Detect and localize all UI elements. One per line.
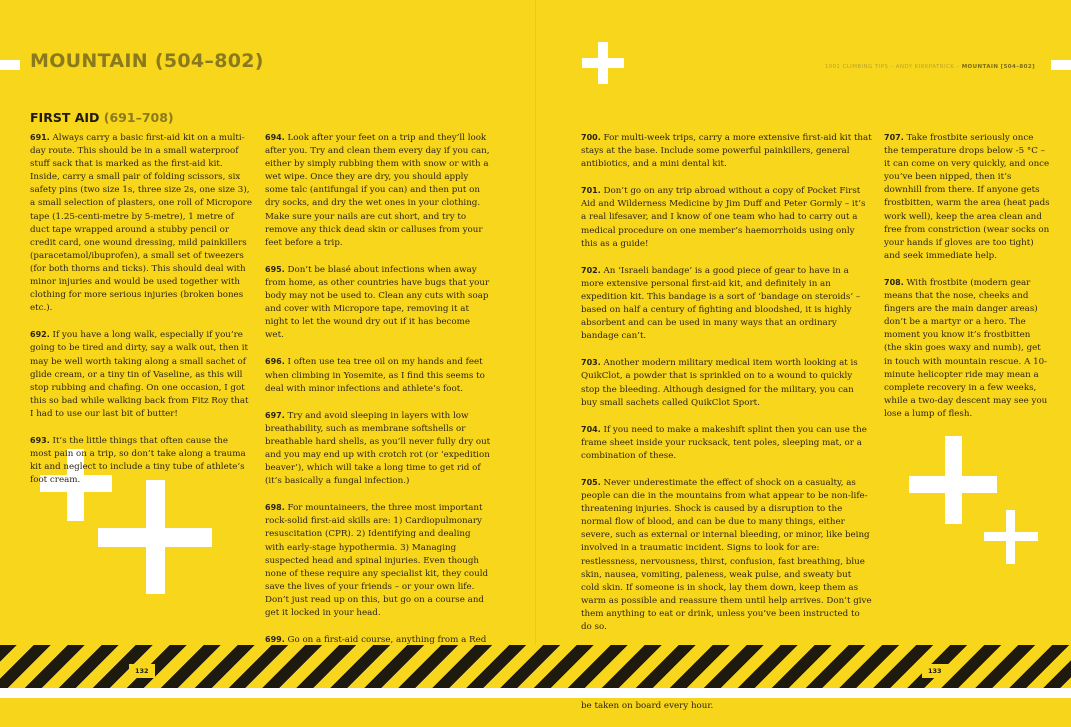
hazard-stripe-band	[0, 645, 1071, 688]
tip-paragraph	[30, 131, 252, 315]
tip-number: 705.	[581, 477, 601, 487]
sub-heading-label: FIRST AID	[30, 110, 100, 125]
tip-paragraph	[581, 264, 872, 344]
text-column-3	[581, 131, 872, 727]
tip-number: 704.	[581, 424, 601, 434]
section-title: MOUNTAIN (504–802)	[30, 50, 264, 72]
tip-text: Another modern military medical item worth looking at is QuikClot, a powder that is sprinkled on to a wound to quickly stop the bleeding. Although designed for the military, you can buy small sachets called QuikClot Sport.	[581, 358, 858, 408]
tip-text: Always carry a basic first-aid kit on a multi-day route. This should be in a small waterproof stuff sack that is marked as the first-aid kit. Inside, carry a small pair of folding scissors, six safety pins (two size 1s, three size 2s, one size 3), a small selection of plasters, one roll of Micropore tape (1.25-centi-metre by 5-metre), 1 metre of duct tape wrapped around a stubby pencil or credit card, one wound dressing, mild painkillers (paracetamol/ibuprofen), a small set of tweezers (for both thorns and ticks). This should deal with minor injuries and would be used together with clothing for more serious injuries (broken bones etc.).	[30, 133, 252, 314]
page-gutter	[535, 0, 536, 698]
plus-icon	[984, 510, 1038, 564]
tip-paragraph	[30, 328, 252, 421]
tip-text: Take frostbite seriously once the temperature drops below -5 °C – it can come on very quickly, and once you’ve been nipped, then it’s downhill from there. If anyone gets frostbitten, warm the area (heat pads work well), keep the area clean and free from constriction (wear socks on your hands if gloves are too tight) and seek immediate help.	[884, 133, 1050, 261]
tip-text: Look after your feet on a trip and they’ll look after you. Try and clean them every day if you can, either by simply rubbing them with snow or with a wet wipe. Once they are dry, you should apply some talc (antifungal if you can) and then put on dry socks, and dry the wet ones in your clothing. Make sure your nails are cut short, and try to remove any thick dead skin or calluses from your feet before a trip.	[265, 133, 490, 248]
tip-paragraph	[265, 409, 491, 489]
tip-paragraph	[884, 276, 1050, 421]
tip-text: Try and avoid sleeping in layers with low breathability, such as membrane softshells or breathable hard shells, as you’ll never fully dry out and you may end up with crotch rot (or ‘expedition beaver’), which will take a long time to get rid of (it’s basically a fungal infection.)	[265, 410, 491, 487]
page-number-left: 132	[129, 664, 155, 678]
tip-text: For mountaineers, the three most important rock-solid first-aid skills are: 1) Cardiopulmonary resuscitation (CPR). 2) Identifying and dealing with early-stage hypothermia. 3) Managing suspected head and spinal injuries. Even though none of these require any specialist kit, they could save the lives of your friends – or your own life. Don’t just read up on this, but go on a course and get it locked in your head.	[265, 503, 489, 618]
tip-number: 701.	[581, 186, 601, 196]
tip-text: If you have a long walk, especially if you’re going to be tired and dirty, say a walk out, then it may be well worth taking along a small sachet of glide cream, or a tiny tin of Vaseline, as this will stop rubbing and chafing. On one occasion, I got this so bad while walking back from Fitz Roy that I had to use our last bit of butter!	[30, 330, 249, 419]
tip-text: Never underestimate the effect of shock on a casualty, as people can die in the mountains from what appear to be non-life-threatening injuries. Shock is caused by a disruption to the normal flow of blood, and can be due to many things, either severe, such as external or internal bleeding, or minor, like being involved in a traumatic incident. Signs to look for are: restlessness, nervousness, thirst, confusion, fast breathing, blue skin, nausea, vomiting, paleness, weak pulse, and sweaty but cold skin. If someone is in shock, lay them down, keep them as warm as possible and reassure them until help arrives. Don’t give them anything to eat or drink, unless you’ve been instructed to do so.	[581, 477, 872, 632]
tip-number: 699.	[265, 635, 285, 645]
tip-number: 707.	[884, 133, 904, 142]
tip-paragraph	[581, 131, 872, 171]
plus-icon	[582, 42, 624, 84]
tip-number: 698.	[265, 503, 285, 513]
text-column-4	[884, 131, 1050, 434]
tip-paragraph	[884, 131, 1050, 263]
sub-heading-range: (691–708)	[103, 110, 174, 125]
tip-number: 708.	[884, 277, 904, 287]
left-edge-bar	[0, 60, 20, 70]
tip-number: 693.	[30, 435, 50, 445]
tip-text: An ‘Israeli bandage’ is a good piece of gear to have in a more extensive personal first-aid kit, and definitely in an expedition kit. This bandage is a sort of ‘bandage on steroids’ – based on half a century of fighting and bloodshed, it is highly absorbent and can be used in many ways that an ordinary bandage can’t.	[581, 265, 861, 342]
tip-paragraph	[581, 184, 872, 250]
tip-number: 694.	[265, 133, 285, 142]
tip-paragraph	[581, 423, 872, 463]
tip-number: 703.	[581, 358, 601, 368]
tip-number: 700.	[581, 133, 601, 142]
tip-text: I often use tea tree oil on my hands and feet when climbing in Yosemite, as I find this seems to deal with minor infections and athlete’s foot.	[265, 357, 485, 394]
tip-text: Go on a first-aid course, anything from a Red	[287, 635, 487, 646]
tip-number: 692.	[30, 330, 50, 340]
tip-number: 696.	[265, 357, 285, 367]
tip-paragraph	[581, 356, 872, 409]
tip-text: If you need to make a makeshift splint then you can use the frame sheet inside your rucksack, tent poles, sleeping mat, or a combination of these.	[581, 424, 867, 461]
tip-paragraph	[265, 501, 491, 620]
running-head-section: MOUNTAIN [504–802]	[961, 64, 1035, 70]
text-column-2	[265, 131, 491, 699]
tip-text: With frostbite (modern gear means that the nose, cheeks and fingers are the main danger areas) don’t be a martyr or a hero. The moment you know it’s frostbitten (the skin goes waxy and numb), get in touch with mountain rescue. A 10-minute helicopter ride may mean a complete recovery in a few weeks, while a two-day descent may see you lose a lump of flesh.	[884, 277, 1048, 419]
tip-paragraph	[265, 131, 491, 250]
tip-text: It’s the little things that often cause the most pain on a trip, so don’t take along a trauma kit and neglect to include a tiny tube of athlete’s foot cream.	[30, 435, 246, 486]
tip-text: Don’t go on any trip abroad without a copy of Pocket First Aid and Wilderness Medicine by Jim Duff and Peter Gormly – it’s a real lifesaver, and I know of one team who had to carry out a medical procedure on one member’s haemorrhoids using only this as a guide!	[581, 186, 866, 249]
running-head-prefix: 1001 CLIMBING TIPS – ANDY KIRKPATRICK –	[824, 64, 962, 70]
tip-text: be taken on board every hour.	[581, 701, 714, 712]
page-number-right: 133	[922, 664, 948, 678]
tip-number: 702.	[581, 265, 601, 275]
text-column-1	[30, 131, 252, 500]
tip-paragraph	[30, 434, 252, 487]
tip-paragraph	[581, 476, 872, 634]
running-head	[825, 64, 1035, 70]
sub-heading	[30, 110, 174, 125]
tip-number: 695.	[265, 264, 285, 274]
tip-number: 697.	[265, 410, 285, 420]
tip-text: Don’t be blasé about infections when away from home, as other countries have bugs that your body may not be used to. Clean any cuts with soap and cover with Micropore tape, removing it at night to let the wound dry out if it has become wet.	[265, 264, 490, 341]
bottom-margin	[0, 688, 1071, 698]
tip-paragraph	[265, 355, 491, 395]
tip-number: 691.	[30, 133, 50, 142]
tip-paragraph	[265, 263, 491, 343]
tip-text: For multi-week trips, carry a more extensive first-aid kit that stays at the base. Include some powerful painkillers, general antibiotics, and a mini dental kit.	[581, 133, 872, 170]
right-edge-bar	[1051, 60, 1071, 70]
